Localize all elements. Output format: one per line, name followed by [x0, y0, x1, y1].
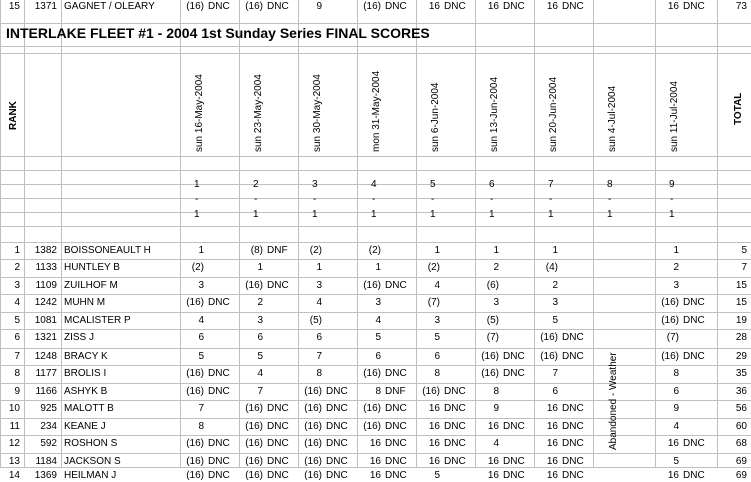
race-dash: - [670, 194, 674, 205]
grid-hline [0, 435, 751, 436]
score-code-cell: DNC [208, 1, 230, 12]
score-code-cell: DNC [267, 421, 289, 432]
score-code-cell: DNC [267, 403, 289, 414]
score-code-cell: DNC [562, 351, 584, 362]
score-cell: (16) [540, 332, 558, 343]
score-cell: 16 [546, 403, 558, 414]
grid-hline [0, 365, 751, 366]
score-cell: (7) [486, 332, 499, 343]
sailor-name-cell: MCALISTER P [64, 315, 131, 326]
race-number: 7 [548, 179, 554, 190]
score-cell: 16 [667, 438, 679, 449]
score-cell: 3 [316, 280, 322, 291]
race-count: 1 [430, 209, 436, 220]
score-cell: (16) [245, 280, 263, 291]
race-count: 1 [312, 209, 318, 220]
score-code-cell: DNC [562, 332, 584, 343]
score-cell: 2 [493, 262, 499, 273]
grid-vline [61, 0, 62, 467]
score-cell: (16) [304, 403, 322, 414]
score-cell: 4 [673, 421, 679, 432]
grid-hline [0, 156, 751, 157]
score-cell: (16) [186, 297, 204, 308]
score-cell: (5) [486, 315, 499, 326]
score-cell: 3 [257, 315, 263, 326]
score-cell: (16) [661, 297, 679, 308]
score-cell: 16 [667, 1, 679, 12]
total-cell: 56 [735, 403, 747, 414]
sail-number-cell: 1166 [35, 386, 57, 397]
grid-hline [0, 170, 751, 171]
score-cell: 9 [316, 1, 322, 12]
rank-cell: 12 [8, 438, 20, 449]
sail-number-cell: 1242 [34, 297, 57, 308]
sail-number-cell: 925 [40, 403, 57, 414]
score-cell: 2 [257, 297, 263, 308]
score-code-cell: DNF [385, 386, 406, 397]
score-cell: (7) [666, 332, 679, 343]
rank-cell: 1 [14, 245, 20, 256]
score-cell: 16 [487, 421, 499, 432]
sailor-name-cell: JACKSON S [64, 456, 121, 467]
score-cell: 7 [316, 351, 322, 362]
sailor-name-cell: ZUILHOF M [64, 280, 118, 291]
score-code-cell: DNC [683, 297, 705, 308]
score-cell: 6 [552, 386, 558, 397]
score-code-cell: DNC [444, 1, 466, 12]
rank-cell: 11 [9, 421, 20, 432]
sail-number-cell: 1133 [35, 262, 57, 273]
score-cell: (16) [186, 368, 204, 379]
score-cell: 8 [493, 386, 499, 397]
score-code-cell: DNC [444, 438, 466, 449]
race-number: 2 [253, 179, 259, 190]
score-code-cell: DNC [503, 368, 525, 379]
score-cell: (16) [245, 456, 263, 467]
score-cell: (7) [427, 297, 440, 308]
grid-hline [0, 329, 751, 330]
score-cell: 6 [198, 332, 204, 343]
score-cell: (16) [363, 421, 381, 432]
score-code-cell: DNC [208, 438, 230, 449]
score-code-cell: DNC [326, 456, 348, 467]
rank-cell: 8 [14, 368, 20, 379]
score-code-cell: DNC [683, 1, 705, 12]
sailor-name-cell: ROSHON S [64, 438, 118, 449]
race-date-label: sun 11-Jul-2004 [669, 81, 680, 152]
score-cell: (16) [661, 315, 679, 326]
sailor-name-cell: KEANE J [64, 421, 106, 432]
score-cell: 16 [369, 438, 381, 449]
score-cell: 16 [428, 421, 440, 432]
race-count: 1 [194, 209, 200, 220]
grid-hline [0, 348, 751, 349]
score-cell: 3 [493, 297, 499, 308]
score-code-cell: DNC [503, 1, 525, 12]
race-count: 1 [548, 209, 554, 220]
grid-hline [0, 418, 751, 419]
score-code-cell: DNC [683, 315, 705, 326]
score-code-cell: DNC [385, 470, 407, 481]
score-cell: 4 [434, 280, 440, 291]
score-cell: (16) [304, 421, 322, 432]
total-cell: 28 [735, 332, 747, 343]
score-cell: 8 [316, 368, 322, 379]
sailor-name-cell: BROLIS I [64, 368, 107, 379]
score-cell: (16) [363, 1, 381, 12]
rank-header: RANK [8, 101, 19, 130]
score-cell: 1 [257, 262, 263, 273]
score-cell: 1 [552, 245, 558, 256]
score-code-cell: DNC [385, 1, 407, 12]
race-count: 1 [253, 209, 259, 220]
sheet-title: INTERLAKE FLEET #1 - 2004 1st Sunday Series FINAL SCORES [6, 25, 430, 41]
score-cell: 1 [434, 245, 440, 256]
race-number: 4 [371, 179, 377, 190]
score-cell: 16 [428, 1, 440, 12]
score-code-cell: DNC [385, 368, 407, 379]
score-code-cell: DNC [208, 456, 230, 467]
rank-cell: 3 [14, 280, 20, 291]
score-cell: 6 [316, 332, 322, 343]
score-code-cell: DNC [267, 456, 289, 467]
score-cell: (16) [245, 438, 263, 449]
sailor-name-cell: GAGNET / OLEARY [64, 1, 155, 12]
score-code-cell: DNC [562, 1, 584, 12]
score-code-cell: DNC [503, 470, 525, 481]
score-cell: 7 [257, 386, 263, 397]
sail-number-cell: 592 [40, 438, 57, 449]
grid-hline [0, 259, 751, 260]
total-cell: 35 [735, 368, 747, 379]
score-code-cell: DNC [562, 456, 584, 467]
score-code-cell: DNC [503, 351, 525, 362]
score-cell: (16) [481, 351, 499, 362]
rank-cell: 15 [8, 1, 20, 12]
score-cell: 1 [316, 262, 322, 273]
score-code-cell: DNC [444, 421, 466, 432]
score-cell: (16) [304, 470, 322, 481]
rank-cell: 7 [14, 351, 20, 362]
score-code-cell: DNC [562, 403, 584, 414]
score-cell: 2 [552, 280, 558, 291]
race-count: 1 [607, 209, 613, 220]
score-cell: 4 [198, 315, 204, 326]
score-code-cell: DNC [267, 470, 289, 481]
rank-cell: 2 [14, 262, 20, 273]
score-code-cell: DNC [683, 438, 705, 449]
score-cell: 5 [673, 456, 679, 467]
rank-cell: 5 [14, 315, 20, 326]
race-number: 5 [430, 179, 436, 190]
race-count: 1 [489, 209, 495, 220]
grid-hline [0, 198, 751, 199]
grid-hline [0, 312, 751, 313]
score-code-cell: DNC [385, 421, 407, 432]
score-cell: (16) [422, 386, 440, 397]
rank-cell: 10 [8, 403, 20, 414]
total-cell: 5 [741, 245, 747, 256]
sailor-name-cell: ZISS J [64, 332, 95, 343]
score-cell: (16) [304, 438, 322, 449]
race-dash: - [372, 194, 376, 205]
race-count: 1 [669, 209, 675, 220]
score-cell: 6 [375, 351, 381, 362]
score-code-cell: DNC [326, 438, 348, 449]
race-date-label: sun 16-May-2004 [194, 74, 205, 152]
score-cell: (16) [245, 470, 263, 481]
grid-hline [0, 294, 751, 295]
score-cell: (16) [186, 470, 204, 481]
score-cell: 3 [552, 297, 558, 308]
score-cell: (16) [661, 351, 679, 362]
score-code-cell: DNC [326, 421, 348, 432]
score-cell: 4 [257, 368, 263, 379]
sailor-name-cell: MALOTT B [64, 403, 114, 414]
score-code-cell: DNC [444, 386, 466, 397]
race-date-label: sun 20-Jun-2004 [548, 76, 559, 152]
score-cell: 8 [198, 421, 204, 432]
grid-hline [0, 277, 751, 278]
race-date-label: sun 30-May-2004 [312, 74, 323, 152]
sail-number-cell: 1369 [34, 470, 57, 481]
score-cell: 16 [487, 1, 499, 12]
score-cell: 9 [673, 403, 679, 414]
score-cell: (4) [545, 262, 558, 273]
grid-hline [0, 242, 751, 243]
total-cell: 15 [735, 297, 747, 308]
score-code-cell: DNC [385, 403, 407, 414]
score-cell: 6 [673, 386, 679, 397]
score-cell: (8) [250, 245, 263, 256]
sail-number-cell: 1109 [35, 280, 57, 291]
rank-cell: 4 [14, 297, 20, 308]
score-code-cell: DNC [562, 438, 584, 449]
score-cell: 1 [673, 245, 679, 256]
grid-hline [0, 383, 751, 384]
total-cell: 69 [735, 470, 747, 481]
score-cell: (2) [427, 262, 440, 273]
score-code-cell: DNC [208, 470, 230, 481]
score-cell: 1 [198, 245, 204, 256]
score-cell: 16 [428, 403, 440, 414]
sailor-name-cell: HUNTLEY B [64, 262, 120, 273]
score-cell: (2) [368, 245, 381, 256]
score-cell: 16 [546, 470, 558, 481]
score-cell: (16) [245, 1, 263, 12]
total-cell: 19 [735, 315, 747, 326]
score-code-cell: DNC [683, 351, 705, 362]
score-code-cell: DNC [208, 386, 230, 397]
race-dash: - [549, 194, 553, 205]
score-cell: 6 [434, 351, 440, 362]
race-date-label: mon 31-May-2004 [371, 70, 382, 152]
race-date-label: sun 6-Jun-2004 [430, 82, 441, 152]
race-date-label: sun 13-Jun-2004 [489, 76, 500, 152]
race-dash: - [490, 194, 494, 205]
score-cell: (2) [191, 262, 204, 273]
race-dash: - [313, 194, 317, 205]
score-cell: 16 [369, 470, 381, 481]
race-number: 6 [489, 179, 495, 190]
score-cell: 3 [673, 280, 679, 291]
rank-cell: 14 [8, 470, 20, 481]
score-code-cell: DNC [385, 438, 407, 449]
score-cell: (16) [363, 368, 381, 379]
score-code-cell: DNC [444, 456, 466, 467]
race-number: 9 [669, 179, 675, 190]
score-cell: 16 [487, 456, 499, 467]
score-code-cell: DNC [208, 297, 230, 308]
total-cell: 29 [735, 351, 747, 362]
score-cell: 6 [257, 332, 263, 343]
score-code-cell: DNC [562, 470, 584, 481]
score-cell: 3 [434, 315, 440, 326]
rank-cell: 9 [14, 386, 20, 397]
score-code-cell: DNC [326, 470, 348, 481]
score-cell: 1 [375, 262, 381, 273]
score-cell: 5 [375, 332, 381, 343]
sail-number-cell: 1248 [34, 351, 57, 362]
sail-number-cell: 1321 [34, 332, 57, 343]
grid-hline [0, 53, 751, 54]
race-dash: - [608, 194, 612, 205]
sail-number-cell: 1382 [34, 245, 57, 256]
sail-number-cell: 1371 [34, 1, 57, 12]
sailor-name-cell: MUHN M [64, 297, 106, 308]
sail-number-cell: 1081 [34, 315, 57, 326]
score-cell: 4 [316, 297, 322, 308]
score-cell: 16 [428, 456, 440, 467]
grid-vline [593, 0, 594, 467]
race-number: 1 [194, 179, 200, 190]
score-cell: 5 [552, 315, 558, 326]
race-dash: - [431, 194, 435, 205]
score-code-cell: DNC [385, 456, 407, 467]
score-code-cell: DNC [683, 470, 705, 481]
score-cell: 8 [434, 368, 440, 379]
score-code-cell: DNC [385, 280, 407, 291]
score-code-cell: DNC [503, 421, 525, 432]
score-cell: 16 [546, 456, 558, 467]
sailor-name-cell: BOISSONEAULT H [64, 245, 151, 256]
abandoned-note: Abandoned - Weather [608, 352, 619, 450]
score-cell: (16) [481, 368, 499, 379]
score-cell: (16) [363, 403, 381, 414]
sail-number-cell: 1177 [35, 368, 57, 379]
total-cell: 73 [735, 1, 747, 12]
score-code-cell: DNF [267, 245, 288, 256]
total-cell: 15 [735, 280, 747, 291]
score-cell: 3 [375, 297, 381, 308]
score-cell: (16) [540, 351, 558, 362]
score-cell: 1 [493, 245, 499, 256]
race-dash: - [254, 194, 258, 205]
score-code-cell: DNC [562, 421, 584, 432]
rank-cell: 13 [8, 456, 20, 467]
score-cell: (16) [186, 386, 204, 397]
total-cell: 36 [735, 386, 747, 397]
score-code-cell: DNC [267, 280, 289, 291]
race-dash: - [195, 194, 199, 205]
score-cell: (16) [363, 280, 381, 291]
score-cell: 3 [198, 280, 204, 291]
total-cell: 68 [735, 438, 747, 449]
score-cell: (16) [304, 386, 322, 397]
score-code-cell: DNC [267, 438, 289, 449]
score-cell: 4 [493, 438, 499, 449]
score-cell: (16) [186, 1, 204, 12]
score-cell: 16 [369, 456, 381, 467]
score-cell: 16 [546, 438, 558, 449]
race-number: 8 [607, 179, 613, 190]
score-cell: 16 [546, 1, 558, 12]
total-header: TOTAL [733, 92, 744, 125]
total-cell: 7 [741, 262, 747, 273]
score-code-cell: DNC [503, 456, 525, 467]
score-cell: (16) [245, 421, 263, 432]
score-cell: 16 [487, 470, 499, 481]
score-code-cell: DNC [326, 386, 348, 397]
score-cell: 4 [375, 315, 381, 326]
race-date-label: sun 4-Jul-2004 [607, 85, 618, 152]
sailor-name-cell: BRACY K [64, 351, 108, 362]
race-number: 3 [312, 179, 318, 190]
score-cell: (16) [186, 456, 204, 467]
score-cell: 2 [673, 262, 679, 273]
score-cell: 9 [493, 403, 499, 414]
score-cell: 16 [428, 438, 440, 449]
score-cell: 8 [673, 368, 679, 379]
score-code-cell: DNC [208, 368, 230, 379]
score-cell: (6) [486, 280, 499, 291]
score-cell: 5 [257, 351, 263, 362]
score-cell: 16 [546, 421, 558, 432]
score-code-cell: DNC [326, 403, 348, 414]
total-cell: 60 [735, 421, 747, 432]
score-code-cell: DNC [267, 1, 289, 12]
score-code-cell: DNC [444, 403, 466, 414]
rank-cell: 6 [14, 332, 20, 343]
total-cell: 69 [735, 456, 747, 467]
score-cell: 5 [434, 470, 440, 481]
sailor-name-cell: ASHYK B [64, 386, 108, 397]
grid-hline [0, 46, 751, 47]
score-cell: (2) [309, 245, 322, 256]
score-cell: 16 [667, 470, 679, 481]
grid-hline [0, 400, 751, 401]
score-cell: (16) [245, 403, 263, 414]
sail-number-cell: 1184 [35, 456, 57, 467]
score-cell: 5 [198, 351, 204, 362]
score-cell: 8 [375, 386, 381, 397]
race-date-label: sun 23-May-2004 [253, 74, 264, 152]
sail-number-cell: 234 [40, 421, 57, 432]
race-count: 1 [371, 209, 377, 220]
grid-hline [0, 453, 751, 454]
score-cell: 7 [198, 403, 204, 414]
grid-hline [0, 226, 751, 227]
sailor-name-cell: HEILMAN J [64, 470, 117, 481]
score-cell: (16) [186, 438, 204, 449]
score-cell: 5 [434, 332, 440, 343]
score-cell: (5) [309, 315, 322, 326]
score-cell: (16) [304, 456, 322, 467]
score-cell: 7 [552, 368, 558, 379]
